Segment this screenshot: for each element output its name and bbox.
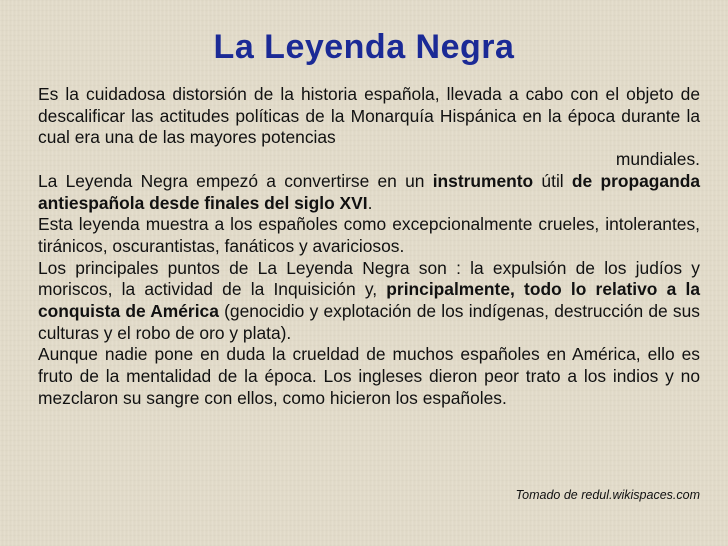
paragraph-portrayal-text: Esta leyenda muestra a los españoles como excepcionalmente crueles, intolerantes, tiránicos, oscurantistas, fanáticos y avariciosos. (38, 214, 700, 256)
paragraph-origin (38, 171, 700, 214)
paragraph-conclusion-text: Aunque nadie pone en duda la crueldad de muchos españoles en América, ello es fruto de la mentalidad de la época. Los ingleses dieron peor trato a los indios y no mezclaron su sangre con ellos, como hicieron los españoles. (38, 344, 700, 408)
paragraph-origin-text-1: La Leyenda Negra empezó a convertirse en un (38, 170, 433, 191)
paragraph-main-points (38, 258, 700, 345)
paragraph-definition (38, 84, 700, 149)
paragraph-definition-text: Es la cuidadosa distorsión de la historia española, llevada a cabo con el objeto de descalificar las actitudes políticas de la Monarquía Hispánica en la época durante la cual era una de las mayores potencias (38, 84, 700, 148)
paragraph-main-points-text-2: (genocidio y explotación de los indígenas, destrucción de sus culturas y el robo de oro y plata). (38, 301, 700, 343)
paragraph-definition-end (38, 149, 700, 171)
slide-body (38, 84, 700, 410)
source-citation: Tomado de redul.wikispaces.com (515, 488, 700, 502)
paragraph-origin-text-2: útil (533, 170, 572, 191)
paragraph-conclusion (38, 344, 700, 409)
paragraph-origin-bold-2: de propaganda antiespañola desde finales del siglo XVI (38, 170, 700, 213)
paragraph-origin-text-3: . (367, 192, 373, 213)
paragraph-main-points-bold: principalmente, todo lo relativo a la conquista de América (38, 279, 700, 322)
paragraph-definition-end-text: mundiales. (615, 149, 700, 170)
paragraph-portrayal (38, 214, 700, 257)
slide-title: La Leyenda Negra (213, 28, 515, 66)
paragraph-main-points-text-1: Los principales puntos de La Leyenda Negra son : la expulsión de los judíos y moriscos, la actividad de la Inquisición y, (38, 257, 700, 300)
paragraph-origin-bold-1: instrumento (432, 170, 534, 191)
